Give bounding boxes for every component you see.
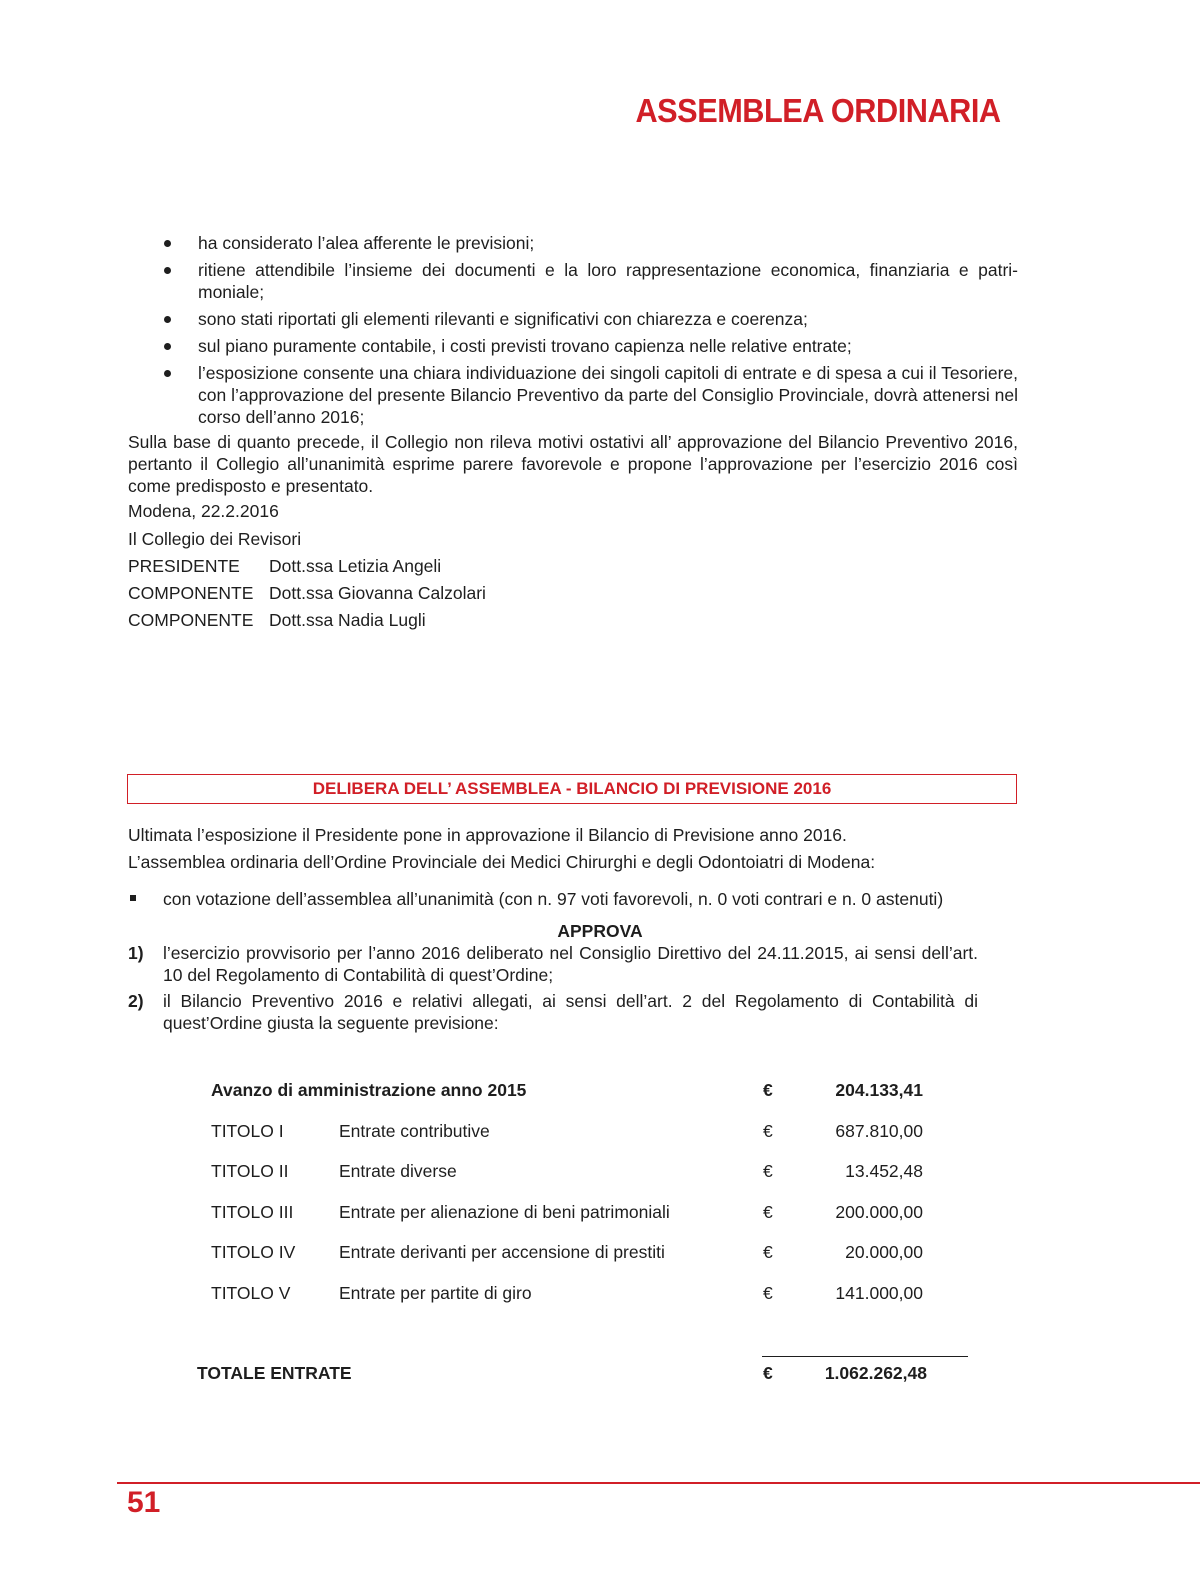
- bullet-dot-icon: [164, 370, 171, 377]
- table-row: [0, 1241, 1200, 1265]
- table-row: [0, 1079, 1200, 1103]
- signatory-name: Dott.ssa Letizia Angeli: [269, 556, 442, 576]
- amount: 20.000,00: [845, 1242, 923, 1262]
- titolo-code: TITOLO I: [211, 1121, 284, 1141]
- bullet-dot-icon: [164, 240, 171, 247]
- signatory-row: [128, 582, 486, 604]
- titolo-code: TITOLO V: [211, 1283, 291, 1303]
- page-header-title: ASSEMBLEA ORDINARIA: [635, 92, 1001, 129]
- currency-symbol: €: [763, 1363, 773, 1383]
- bullet-dot-icon: [164, 316, 171, 323]
- amount: 200.000,00: [835, 1202, 923, 1222]
- vote-text: con votazione dell’assemblea all’unanimità (con n. 97 voti favorevoli, n. 0 voti contrari e n. 0 astenuti): [163, 889, 944, 909]
- place-date: Modena, 22.2.2016: [128, 501, 279, 521]
- amount: 141.000,00: [835, 1283, 923, 1303]
- list-item: ritiene attendibile l’insieme dei documenti e la loro rappresentazione economica, finanziaria e patrimoniale;: [128, 259, 1018, 303]
- total-divider: [762, 1356, 968, 1357]
- titolo-code: TITOLO II: [211, 1161, 289, 1181]
- amount: 13.452,48: [845, 1161, 923, 1181]
- signatory-role: COMPONENTE: [128, 610, 254, 630]
- section-title-box: DELIBERA DELL’ ASSEMBLEA - BILANCIO DI PREVISIONE 2016: [127, 774, 1017, 804]
- numbered-item: [128, 942, 978, 986]
- footer-divider: [117, 1482, 1200, 1484]
- titolo-code: TITOLO IV: [211, 1242, 296, 1262]
- total-row: [0, 1362, 1200, 1386]
- total-amount: 1.062.262,48: [824, 1363, 927, 1383]
- titolo-description: Entrate per alienazione di beni patrimoniali: [339, 1202, 670, 1222]
- titolo-description: Entrate per partite di giro: [339, 1283, 532, 1303]
- currency-symbol: €: [763, 1283, 773, 1303]
- item-text: il Bilancio Preventivo 2016 e relativi allegati, ai sensi dell’art. 2 del Regolamento di Contabilità di quest’Ordine giusta la seguente previsione:: [163, 991, 978, 1033]
- conclusion-paragraph: Sulla base di quanto precede, il Collegio non rileva motivi ostativi all’ approvazione del Bilancio Preventivo 2016, pertanto il Collegio all’unanimità esprime parere favorevole e propone l’approvazione per l’esercizio 2016 così come predisposto e presentato.: [128, 432, 1018, 496]
- board-title: Il Collegio dei Revisori: [128, 529, 302, 549]
- list-item: sono stati riportati gli elementi rilevanti e significativi con chiarezza e coerenza;: [128, 308, 1018, 330]
- table-row: [0, 1160, 1200, 1184]
- signatory-row: [128, 555, 441, 577]
- list-item: ha considerato l’alea afferente le previsioni;: [128, 232, 1018, 254]
- total-label: TOTALE ENTRATE: [197, 1363, 352, 1383]
- approva-heading: APPROVA: [557, 921, 643, 941]
- titolo-code: TITOLO III: [211, 1202, 294, 1222]
- signatory-row: [128, 609, 426, 631]
- numbered-item: [128, 990, 978, 1034]
- table-row: [0, 1120, 1200, 1144]
- currency-symbol: €: [763, 1161, 773, 1181]
- intro-paragraph: L’assemblea ordinaria dell’Ordine Provinciale dei Medici Chirurghi e degli Odontoiatri di Modena:: [128, 852, 876, 872]
- list-item: sul piano puramente contabile, i costi previsti trovano capienza nelle relative entrate;: [128, 335, 1018, 357]
- list-item: l’esposizione consente una chiara individuazione dei singoli capitoli di entrate e di spesa a cui il Tesoriere, con l’approvazione del presente Bilancio Preventivo da parte del Consiglio Provinciale, dovrà attenersi nel corso dell’anno 2016;: [128, 362, 1018, 428]
- signatory-name: Dott.ssa Giovanna Calzolari: [269, 583, 486, 603]
- currency-symbol: €: [763, 1080, 773, 1100]
- titolo-description: Entrate derivanti per accensione di prestiti: [339, 1242, 665, 1262]
- page-number: 51: [127, 1486, 161, 1519]
- item-number: 1): [128, 943, 144, 963]
- currency-symbol: €: [763, 1202, 773, 1222]
- currency-symbol: €: [763, 1121, 773, 1141]
- intro-paragraph: Ultimata l’esposizione il Presidente pone in approvazione il Bilancio di Previsione anno 2016.: [128, 825, 847, 845]
- bullet-dot-icon: [164, 267, 171, 274]
- titolo-description: Entrate diverse: [339, 1161, 457, 1181]
- table-row: [0, 1201, 1200, 1225]
- item-text: l’esercizio provvisorio per l’anno 2016 deliberato nel Consiglio Direttivo del 24.11.2015, ai sensi dell’art. 10 del Regolamento di Contabilità di quest’Ordine;: [163, 943, 978, 985]
- item-number: 2): [128, 991, 144, 1011]
- table-row: [0, 1282, 1200, 1306]
- amount: 204.133,41: [835, 1080, 923, 1100]
- titolo-description: Entrate contributive: [339, 1121, 490, 1141]
- signatory-name: Dott.ssa Nadia Lugli: [269, 610, 426, 630]
- signatory-role: PRESIDENTE: [128, 556, 240, 576]
- amount: 687.810,00: [835, 1121, 923, 1141]
- bullet-dot-icon: [164, 343, 171, 350]
- avanzo-label: Avanzo di amministrazione anno 2015: [211, 1080, 527, 1100]
- revisori-findings-list: [128, 232, 1018, 433]
- signatory-role: COMPONENTE: [128, 583, 254, 603]
- currency-symbol: €: [763, 1242, 773, 1262]
- vote-list-item: [128, 888, 943, 910]
- square-bullet-icon: [130, 895, 136, 901]
